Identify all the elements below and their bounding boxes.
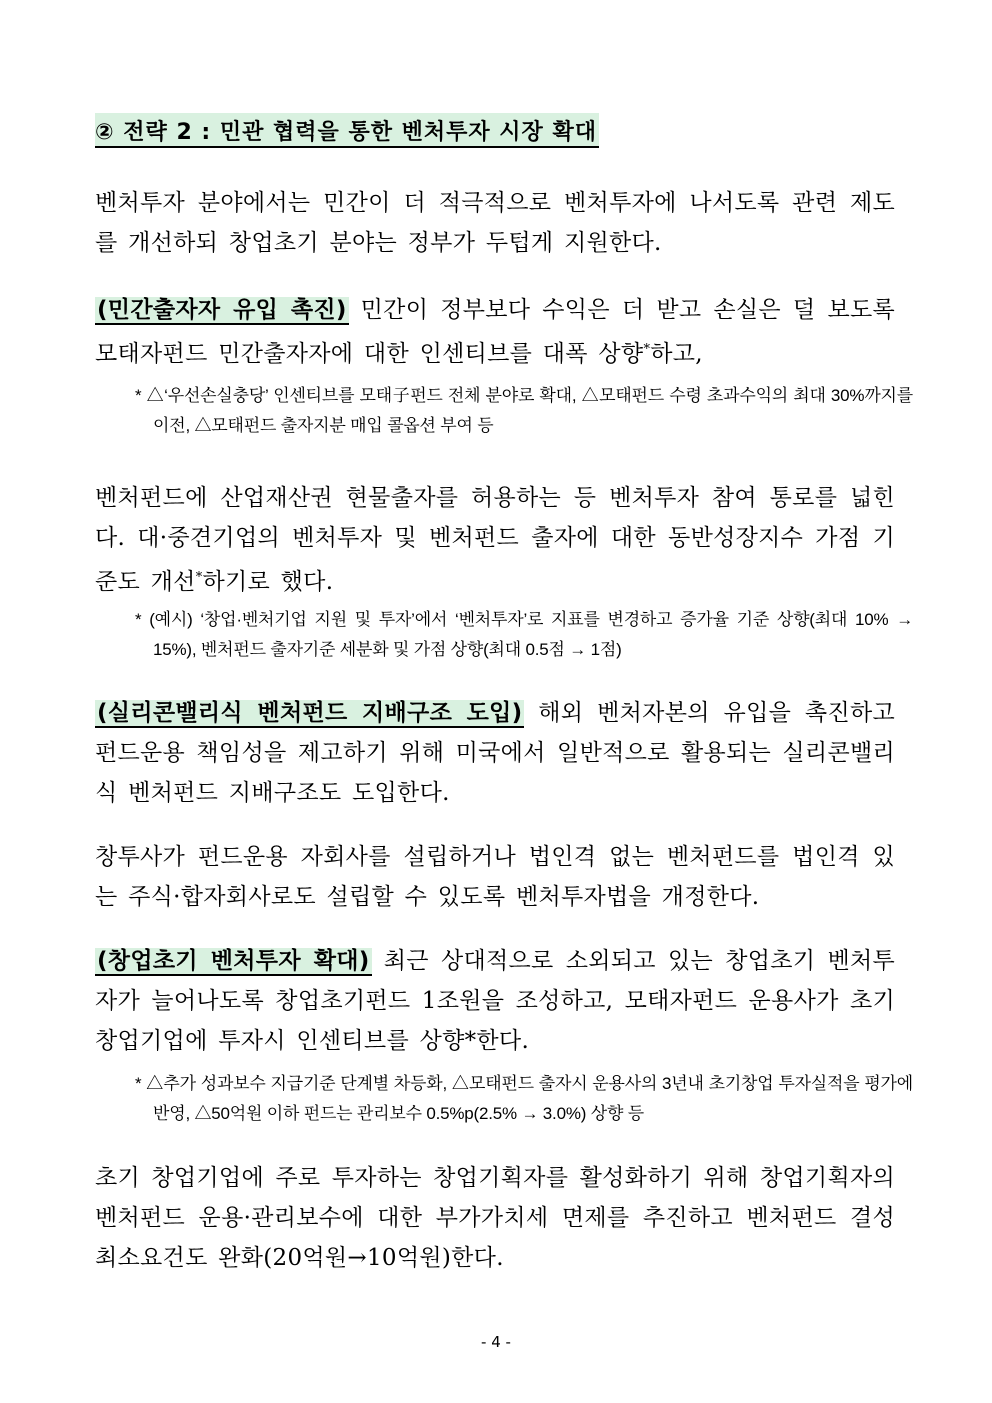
paragraph-vc-law: 창투사가 펀드운용 자회사를 설립하거나 법인격 없는 벤처펀드를 법인격 있는 주식·합자회사로도 설립할 수 있도록 벤처투자법을 개정한다.	[95, 844, 895, 910]
topic-label-private-investors: (민간출자자 유입 촉진)	[97, 297, 347, 323]
paragraph-tail: 하기로 했다.	[202, 569, 334, 595]
footnote-mark: *	[643, 342, 651, 357]
footnote-mark: *	[195, 570, 203, 585]
paragraph-text: 해외 벤처자본의 유입을 촉진하고 펀드운용 책임성을 제고하기 위해 미국에서 일반적으로 활용되는 실리콘밸리식 벤처펀드 지배구조도 도입한다.	[95, 700, 895, 806]
paragraph-early-stage	[95, 941, 895, 1061]
footnote-example: * (예시) ‘창업·벤처기업 지원 및 투자’에서 ‘벤처투자’로 지표를 변경하고 증가율 기준 상향(최대 10% → 15%), 벤처펀드 출자기준 세분화 및 가점 상향(최대 0.5점 → 1점)	[135, 610, 913, 659]
paragraph-text: 민간이 정부보다 수익은 더 받고 손실은 덜 보도록 모태자펀드 민간출자자에 대한 인센티브를 대폭 상향	[95, 297, 895, 367]
paragraph-accelerators: 초기 창업기업에 주로 투자하는 창업기획자를 활성화하기 위해 창업기획자의 벤처펀드 운용·관리보수에 대한 부가가치세 면제를 추진하고 벤처펀드 결성 최소요건도 완화(20억원→10억원)한다.	[95, 1165, 895, 1271]
paragraph-governance	[95, 693, 895, 813]
paragraph-fund-channels	[95, 478, 895, 602]
paragraph-tail: 하고,	[650, 341, 703, 367]
paragraph-intro: 벤처투자 분야에서는 민간이 더 적극적으로 벤처투자에 나서도록 관련 제도를 개선하되 창업초기 분야는 정부가 두텁게 지원한다.	[95, 190, 895, 256]
paragraph-private-investors	[95, 290, 895, 374]
topic-label-governance: (실리콘밸리식 벤처펀드 지배구조 도입)	[97, 700, 523, 726]
topic-label-early-stage: (창업초기 벤처투자 확대)	[97, 948, 370, 974]
footnote-incentives: * △‘우선손실충당’ 인센티브를 모태子펀드 전체 분야로 확대, △모태펀드 수령 초과수익의 최대 30%까지를 이전, △모태펀드 출자지분 매입 콜옵션 부여 등	[135, 386, 913, 435]
footnote-performance: * △추가 성과보수 지급기준 단계별 차등화, △모태펀드 출자시 운용사의 3년내 초기창업 투자실적을 평가에 반영, △50억원 이하 펀드는 관리보수 0.5%p(2.5% → 3.0%) 상향 등	[135, 1074, 913, 1123]
page-number: - 4 -	[481, 1333, 511, 1351]
paragraph-text: 최근 상대적으로 소외되고 있는 창업초기 벤처투자가 늘어나도록 창업초기펀드 1조원을 조성하고, 모태자펀드 운용사가 초기 창업기업에 투자시 인센티브를 상향*한다.	[95, 948, 895, 1054]
paragraph-text: 벤처펀드에 산업재산권 현물출자를 허용하는 등 벤처투자 참여 통로를 넓힌다. 대·중견기업의 벤처투자 및 벤처펀드 출자에 대한 동반성장지수 가점 기준도 개선	[95, 485, 895, 595]
section-heading: ② 전략 2 : 민관 협력을 통한 벤처투자 시장 확대	[95, 113, 599, 148]
